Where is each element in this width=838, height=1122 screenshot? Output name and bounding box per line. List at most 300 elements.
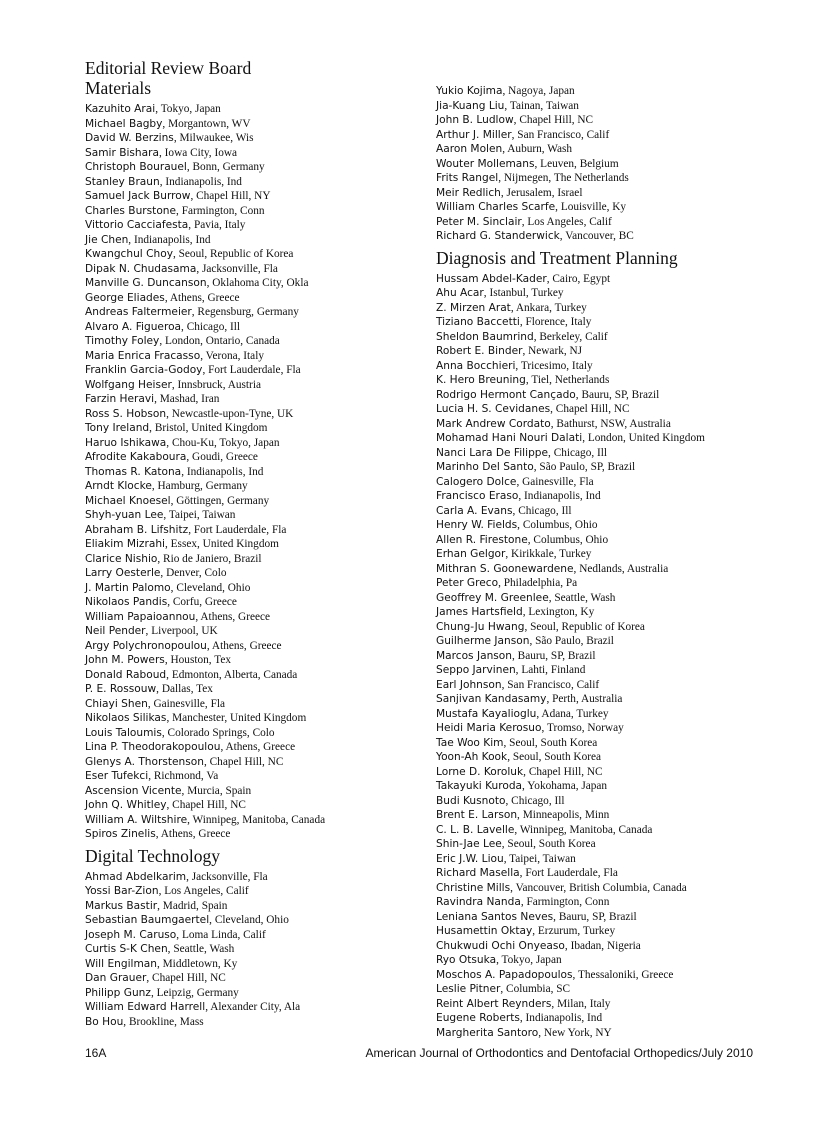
reviewer-name: Nikolaos Silikas — [85, 712, 167, 724]
reviewer-name: Samir Bishara — [85, 146, 159, 159]
reviewer-entry: Alvaro A. Figueroa, Chicago, Ill — [85, 320, 241, 333]
reviewer-entry: Ross S. Hobson, Newcastle-upon-Tyne, UK — [85, 407, 294, 420]
reviewer-name: Leniana Santos Neves — [436, 910, 554, 923]
reviewer-entry: Earl Johnson, San Francisco, Calif — [436, 678, 600, 691]
reviewer-name: Kwangchul Choy — [85, 248, 173, 260]
reviewer-name: Henry W. Fields — [436, 519, 518, 531]
reviewer-name: Chiayi Shen — [85, 697, 148, 710]
reviewer-entry: Richard Masella, Fort Lauderdale, Fla — [436, 867, 618, 879]
reviewer-location: Rio de Janiero, Brazil — [163, 552, 262, 565]
reviewer-name: Robert E. Binder — [436, 345, 523, 357]
reviewer-entry: Eugene Roberts, Indianapolis, Ind — [436, 1012, 603, 1024]
reviewer-entry: Ravindra Nanda, Farmington, Conn — [436, 896, 610, 908]
reviewer-entry: Ryo Otsuka, Tokyo, Japan — [436, 954, 562, 966]
reviewer-name: John M. Powers — [85, 654, 165, 666]
reviewer-name: Larry Oesterle — [85, 567, 161, 579]
reviewer-name: Franklin Garcia-Godoy — [85, 364, 203, 376]
reviewer-location: London, Ontario, Canada — [164, 335, 280, 347]
reviewer-name: C. L. B. Lavelle — [436, 823, 515, 836]
reviewer-location: Vancouver, BC — [565, 230, 634, 242]
reviewer-entry: William Edward Harrell, Alexander City, Ala — [85, 1001, 301, 1013]
reviewer-name: Marinho Del Santo — [436, 461, 534, 473]
reviewer-entry: Moschos A. Papadopoulos, Thessaloniki, Greece — [436, 968, 674, 981]
reviewer-name: Yossi Bar-Zion — [85, 885, 159, 897]
reviewer-entry: Erhan Gelgor, Kirikkale, Turkey — [436, 548, 592, 560]
reviewer-location: Auburn, Wash — [507, 143, 573, 155]
reviewer-location: Innsbruck, Austria — [177, 378, 261, 391]
reviewer-location: Chou-Ku, Tokyo, Japan — [171, 436, 280, 449]
reviewer-entry: Hussam Abdel-Kader, Cairo, Egypt — [436, 272, 611, 285]
reviewer-entry: Tony Ireland, Bristol, United Kingdom — [85, 422, 268, 434]
reviewer-location: Liverpool, UK — [151, 625, 218, 637]
reviewer-entry: Peter Greco, Philadelphia, Pa — [436, 577, 578, 589]
reviewer-location: Chapel Hill, NC — [209, 755, 284, 768]
reviewer-entry: Marcos Janson, Bauru, SP, Brazil — [436, 649, 596, 662]
reviewer-name: Yukio Kojima — [436, 85, 503, 97]
reviewer-name: Mark Andrew Cordato — [436, 417, 551, 430]
reviewer-entry: C. L. B. Lavelle, Winnipeg, Manitoba, Canada — [436, 823, 653, 836]
reviewer-name: Eser Tufekci — [85, 770, 149, 782]
reviewer-name: Z. Mirzen Arat — [436, 301, 511, 314]
reviewer-location: Alexander City, Ala — [210, 1001, 301, 1013]
reviewer-name: Alvaro A. Figueroa — [85, 320, 182, 333]
reviewer-location: Indianapolis, Ind — [133, 233, 211, 246]
reviewer-location: Fort Lauderdale, Fla — [208, 364, 301, 376]
reviewer-entry: Dan Grauer, Chapel Hill, NC — [85, 972, 226, 984]
reviewer-name: Ahu Acar — [436, 287, 484, 299]
reviewer-name: Peter Greco — [436, 577, 499, 589]
reviewer-name: Arthur J. Miller — [436, 128, 512, 141]
reviewer-location: New York, NY — [543, 1026, 612, 1039]
reviewer-name: Wolfgang Heiser — [85, 378, 172, 391]
reviewer-name: Christine Mills — [436, 881, 511, 894]
reviewer-entry: Meir Redlich, Jerusalem, Israel — [436, 186, 583, 199]
reviewer-location: Istanbul, Turkey — [489, 287, 564, 299]
reviewer-name: Peter M. Sinclair — [436, 215, 522, 228]
reviewer-name: Christoph Bourauel — [85, 161, 187, 173]
reviewer-name: John B. Ludlow — [436, 114, 514, 126]
reviewer-entry: K. Hero Breuning, Tiel, Netherlands — [436, 374, 610, 386]
reviewer-entry: Aaron Molen, Auburn, Wash — [436, 143, 573, 155]
reviewer-location: Bristol, United Kingdom — [154, 422, 268, 434]
reviewer-name: Tiziano Baccetti — [436, 316, 520, 328]
reviewer-location: Indianapolis, Ind — [525, 1012, 603, 1024]
reviewer-location: Essex, United Kingdom — [170, 538, 279, 550]
reviewer-entry: Andreas Faltermeier, Regensburg, Germany — [85, 306, 299, 318]
reviewer-location: Murcia, Spain — [187, 784, 252, 797]
reviewer-entry: Arthur J. Miller, San Francisco, Calif — [436, 128, 610, 141]
reviewer-location: Indianapolis, Ind — [186, 465, 264, 478]
reviewer-name: Frits Rangel — [436, 172, 499, 184]
reviewer-entry: Seppo Jarvinen, Lahti, Finland — [436, 664, 586, 676]
reviewer-entry: Jia-Kuang Liu, Tainan, Taiwan — [436, 99, 579, 112]
reviewer-location: Seattle, Wash — [554, 591, 616, 604]
reviewer-location: Jacksonville, Fla — [202, 262, 278, 275]
reviewer-name: Allen R. Firestone — [436, 533, 528, 546]
reviewer-location: Seoul, Republic of Korea — [178, 248, 294, 260]
reviewer-location: Madrid, Spain — [162, 899, 228, 912]
reviewer-location: Regensburg, Germany — [197, 306, 299, 318]
reviewer-location: Lahti, Finland — [521, 664, 586, 676]
reviewer-entry: Z. Mirzen Arat, Ankara, Turkey — [436, 301, 587, 314]
reviewer-name: Shyh-yuan Lee — [85, 509, 164, 521]
reviewer-entry: Kazuhito Arai, Tokyo, Japan — [85, 103, 221, 115]
reviewer-entry: Richard G. Standerwick, Vancouver, BC — [436, 230, 634, 242]
reviewer-location: Columbus, Ohio — [522, 519, 598, 531]
reviewer-entry: Geoffrey M. Greenlee, Seattle, Wash — [436, 591, 616, 604]
reviewer-name: Budi Kusnoto — [436, 794, 506, 807]
reviewer-location: Adana, Turkey — [541, 707, 609, 720]
reviewer-name: Meir Redlich — [436, 186, 501, 199]
reviewer-entry: John B. Ludlow, Chapel Hill, NC — [436, 114, 594, 126]
reviewer-entry: Donald Raboud, Edmonton, Alberta, Canada — [85, 668, 298, 681]
reviewer-location: Houston, Tex — [170, 654, 231, 666]
reviewer-location: Thessaloniki, Greece — [578, 968, 674, 981]
reviewer-name: Guilherme Janson — [436, 635, 530, 647]
reviewer-location: Chapel Hill, NY — [196, 190, 271, 202]
reviewer-location: Göttingen, Germany — [176, 494, 270, 507]
reviewer-location: Chapel Hill, NC — [519, 114, 594, 126]
reviewer-name: Clarice Nishio — [85, 552, 158, 565]
reviewer-location: Indianapolis, Ind — [165, 175, 242, 188]
reviewer-name: Ascension Vicente — [85, 784, 182, 797]
reviewer-name: John Q. Whitley — [85, 799, 167, 811]
reviewer-location: Nijmegen, The Netherlands — [503, 172, 629, 184]
reviewer-location: Seoul, South Korea — [509, 736, 598, 749]
reviewer-entry: Christoph Bourauel, Bonn, Germany — [85, 161, 265, 173]
reviewer-name: Ravindra Nanda — [436, 896, 521, 908]
reviewer-location: Kirikkale, Turkey — [511, 548, 592, 560]
reviewer-name: Kazuhito Arai — [85, 103, 156, 115]
reviewer-name: James Hartsfield — [436, 606, 523, 618]
reviewer-location: Taipei, Taiwan — [509, 852, 576, 865]
reviewer-name: David W. Berzins — [85, 132, 174, 144]
reviewer-entry: Ascension Vicente, Murcia, Spain — [85, 784, 252, 797]
reviewer-name: Timothy Foley — [85, 335, 160, 347]
reviewer-location: Tromso, Norway — [546, 722, 624, 734]
reviewer-name: Margherita Santoro — [436, 1026, 539, 1039]
reviewer-entry: Chung-Ju Hwang, Seoul, Republic of Korea — [436, 620, 645, 633]
section-heading-diagnosis: Diagnosis and Treatment Planning — [436, 247, 678, 268]
reviewer-location: Nagoya, Japan — [508, 85, 575, 97]
reviewer-name: Francisco Eraso — [436, 490, 519, 502]
reviewer-name: Husamettin Oktay — [436, 925, 533, 937]
reviewer-location: Los Angeles, Calif — [164, 885, 249, 897]
reviewer-entry: Ahmad Abdelkarim, Jacksonville, Fla — [85, 870, 268, 883]
reviewer-name: Ahmad Abdelkarim — [85, 870, 187, 883]
reviewer-entry: Rodrigo Hermont Cançado, Bauru, SP, Brazil — [436, 388, 660, 401]
reviewer-name: Mithran S. Goonewardene — [436, 562, 574, 575]
reviewer-name: Reint Albert Reynders — [436, 997, 552, 1010]
reviewer-name: Chung-Ju Hwang — [436, 620, 525, 633]
reviewer-location: Newark, NJ — [528, 345, 583, 357]
reviewer-entry: Clarice Nishio, Rio de Janiero, Brazil — [85, 552, 262, 565]
reviewer-name: Michael Knoesel — [85, 494, 171, 507]
reviewer-location: Jacksonville, Fla — [191, 870, 268, 883]
reviewer-name: Stanley Braun — [85, 175, 160, 188]
reviewer-name: Eugene Roberts — [436, 1012, 520, 1024]
reviewer-location: Chicago, Ill — [186, 320, 241, 333]
reviewer-location: Farmington, Conn — [526, 896, 610, 908]
reviewer-location: Jerusalem, Israel — [506, 186, 583, 199]
reviewer-entry: Sanjivan Kandasamy, Perth, Australia — [436, 693, 623, 705]
reviewer-location: Chapel Hill, NC — [172, 799, 246, 811]
reviewer-location: Dallas, Tex — [161, 683, 213, 695]
reviewer-entry: Tiziano Baccetti, Florence, Italy — [436, 316, 592, 328]
reviewer-entry: Kwangchul Choy, Seoul, Republic of Korea — [85, 248, 294, 260]
board-title: Editorial Review Board — [85, 58, 252, 78]
reviewer-entry: Argy Polychronopoulou, Athens, Greece — [85, 639, 282, 652]
reviewer-name: Moschos A. Papadopoulos — [436, 968, 573, 981]
reviewer-entry: Frits Rangel, Nijmegen, The Netherlands — [436, 172, 629, 184]
reviewer-name: Neil Pender — [85, 625, 146, 637]
reviewer-entry: Lucia H. S. Cevidanes, Chapel Hill, NC — [436, 403, 630, 415]
reviewer-name: Dipak N. Chudasama — [85, 262, 197, 275]
reviewer-entry: Lina P. Theodorakopoulou, Athens, Greece — [85, 741, 296, 753]
reviewer-name: Farzin Heravi — [85, 393, 155, 405]
digital-technology-list — [85, 869, 435, 1029]
reviewer-location: Bonn, Germany — [192, 161, 265, 173]
reviewer-entry: William A. Wiltshire, Winnipeg, Manitoba, Canada — [85, 813, 326, 826]
reviewer-entry: Peter M. Sinclair, Los Angeles, Calif — [436, 215, 612, 228]
reviewer-name: K. Hero Breuning — [436, 374, 526, 386]
reviewer-location: Athens, Greece — [200, 610, 271, 623]
reviewer-name: Ross S. Hobson — [85, 407, 167, 420]
reviewer-location: Richmond, Va — [153, 770, 219, 782]
reviewer-entry: Neil Pender, Liverpool, UK — [85, 625, 218, 637]
reviewer-location: Ankara, Turkey — [515, 301, 587, 314]
reviewer-entry: Glenys A. Thorstenson, Chapel Hill, NC — [85, 755, 284, 768]
reviewer-location: Manchester, United Kingdom — [172, 712, 307, 724]
reviewer-location: Middletown, Ky — [162, 957, 238, 970]
reviewer-name: Glenys A. Thorstenson — [85, 755, 204, 768]
reviewer-entry: Robert E. Binder, Newark, NJ — [436, 345, 583, 357]
reviewer-name: Eric J.W. Liou — [436, 852, 504, 865]
reviewer-entry: Leslie Pitner, Columbia, SC — [436, 983, 571, 995]
reviewer-entry: Joseph M. Caruso, Loma Linda, Calif — [85, 928, 266, 941]
reviewer-location: Louisville, Ky — [560, 201, 627, 213]
reviewer-location: Mashad, Iran — [159, 393, 220, 405]
reviewer-location: Bauru, SP, Brazil — [517, 649, 596, 662]
reviewer-entry: John Q. Whitley, Chapel Hill, NC — [85, 799, 246, 811]
reviewer-location: Fort Lauderdale, Fla — [525, 867, 618, 879]
reviewer-name: Mohamad Hani Nouri Dalati — [436, 432, 583, 444]
reviewer-location: Athens, Greece — [225, 741, 296, 753]
reviewer-location: Yokohama, Japan — [527, 780, 608, 792]
reviewer-location: Edmonton, Alberta, Canada — [171, 668, 298, 681]
reviewer-name: Spiros Zinelis — [85, 828, 156, 840]
reviewer-name: Maria Enrica Fracasso — [85, 349, 201, 362]
reviewer-name: Eliakim Mizrahi — [85, 538, 165, 550]
reviewer-name: Lucia H. S. Cevidanes — [436, 403, 551, 415]
reviewer-name: Sheldon Baumrind — [436, 330, 534, 343]
reviewer-entry: Eser Tufekci, Richmond, Va — [85, 770, 219, 782]
reviewer-location: Chicago, Ill — [553, 446, 608, 459]
reviewer-location: Bauru, SP, Brazil — [581, 388, 660, 401]
reviewer-entry: Guilherme Janson, São Paulo, Brazil — [436, 635, 614, 647]
reviewer-name: Calogero Dolce — [436, 475, 517, 488]
reviewer-entry: William Papaioannou, Athens, Greece — [85, 610, 271, 623]
reviewer-location: Minneapolis, Minn — [522, 809, 610, 821]
reviewer-name: Erhan Gelgor — [436, 548, 506, 560]
reviewer-location: Nedlands, Australia — [579, 562, 669, 575]
reviewer-location: Chicago, Ill — [518, 504, 572, 517]
reviewer-name: Jie Chen — [85, 233, 129, 246]
reviewer-location: Morgantown, WV — [168, 117, 251, 130]
reviewer-name: Brent E. Larson — [436, 809, 518, 821]
reviewer-location: Chicago, Ill — [511, 794, 565, 807]
reviewer-location: Vancouver, British Columbia, Canada — [515, 881, 687, 894]
reviewer-name: J. Martin Palomo — [85, 581, 171, 594]
reviewer-location: Milwaukee, Wis — [179, 132, 254, 144]
reviewer-entry: Haruo Ishikawa, Chou-Ku, Tokyo, Japan — [85, 436, 280, 449]
reviewer-name: Seppo Jarvinen — [436, 664, 516, 676]
reviewer-entry: David W. Berzins, Milwaukee, Wis — [85, 132, 254, 144]
reviewer-name: William Edward Harrell — [85, 1001, 206, 1013]
reviewer-location: Philadelphia, Pa — [503, 577, 578, 589]
reviewer-name: Argy Polychronopoulou — [85, 639, 207, 652]
reviewer-entry: Michael Bagby, Morgantown, WV — [85, 117, 251, 130]
reviewer-location: Tricesimo, Italy — [520, 359, 593, 372]
reviewer-location: Tokyo, Japan — [160, 103, 221, 115]
reviewer-location: Tiel, Netherlands — [531, 374, 610, 386]
reviewer-location: Lexington, Ky — [528, 606, 595, 618]
reviewer-name: Donald Raboud — [85, 668, 167, 681]
reviewer-location: Cleveland, Ohio — [214, 914, 289, 926]
reviewer-entry: Timothy Foley, London, Ontario, Canada — [85, 335, 280, 347]
reviewer-name: Lorne D. Koroluk — [436, 765, 524, 778]
reviewer-entry: Marinho Del Santo, São Paulo, SP, Brazil — [436, 461, 636, 473]
reviewer-entry: Chukwudi Ochi Onyeaso, Ibadan, Nigeria — [436, 939, 641, 952]
reviewer-name: Louis Taloumis — [85, 726, 162, 739]
reviewer-name: Nanci Lara De Filippe — [436, 446, 549, 459]
reviewer-name: Earl Johnson — [436, 678, 502, 691]
reviewer-location: Pavia, Italy — [193, 219, 246, 231]
right-column — [436, 83, 786, 1039]
reviewer-location: Winnipeg, Manitoba, Canada — [519, 823, 653, 836]
reviewer-name: Richard G. Standerwick — [436, 230, 560, 242]
reviewer-name: Thomas R. Katona — [85, 465, 182, 478]
reviewer-entry: Nanci Lara De Filippe, Chicago, Ill — [436, 446, 608, 459]
reviewer-name: Sanjivan Kandasamy — [436, 693, 547, 705]
reviewer-entry: Maria Enrica Fracasso, Verona, Italy — [85, 349, 264, 362]
reviewer-entry: John M. Powers, Houston, Tex — [85, 654, 231, 666]
reviewer-entry: Reint Albert Reynders, Milan, Italy — [436, 997, 611, 1010]
reviewer-entry: Will Engilman, Middletown, Ky — [85, 957, 238, 970]
reviewer-entry: Calogero Dolce, Gainesville, Fla — [436, 475, 594, 488]
reviewer-location: Columbus, Ohio — [533, 533, 609, 546]
reviewer-location: Florence, Italy — [525, 316, 592, 328]
section-heading-materials: Materials — [85, 78, 152, 98]
reviewer-name: Abraham B. Lifshitz — [85, 523, 189, 536]
reviewer-name: Tae Woo Kim — [436, 736, 504, 749]
reviewer-name: Joseph M. Caruso — [85, 928, 177, 941]
reviewer-name: Chukwudi Ochi Onyeaso — [436, 939, 565, 952]
reviewer-name: Aaron Molen — [436, 143, 503, 155]
reviewer-name: Sebastian Baumgaertel — [85, 914, 210, 926]
reviewer-location: Cairo, Egypt — [552, 272, 611, 285]
reviewer-location: Ibadan, Nigeria — [570, 939, 641, 952]
reviewer-entry: Shin-Jae Lee, Seoul, South Korea — [436, 838, 596, 850]
reviewer-location: Athens, Greece — [160, 828, 231, 840]
reviewer-name: Philipp Gunz — [85, 986, 151, 999]
reviewer-location: Gainesville, Fla — [153, 697, 226, 710]
reviewer-location: Seoul, South Korea — [507, 838, 596, 850]
reviewer-location: Oklahoma City, Okla — [212, 277, 309, 289]
reviewer-name: P. E. Rossouw — [85, 683, 157, 695]
reviewer-name: Yoon-Ah Kook — [436, 751, 508, 763]
reviewer-name: Carla A. Evans — [436, 504, 513, 517]
reviewer-name: Manville G. Duncanson — [85, 277, 207, 289]
reviewer-name: Wouter Mollemans — [436, 157, 535, 170]
reviewer-location: Tokyo, Japan — [501, 954, 562, 966]
reviewer-location: Colorado Springs, Colo — [167, 726, 275, 739]
reviewer-entry: Afrodite Kakaboura, Goudi, Greece — [85, 451, 258, 463]
reviewer-entry: Allen R. Firestone, Columbus, Ohio — [436, 533, 609, 546]
reviewer-name: Takayuki Kuroda — [436, 780, 523, 792]
reviewer-entry: Samir Bishara, Iowa City, Iowa — [85, 146, 238, 159]
reviewer-location: Bauru, SP, Brazil — [558, 910, 637, 923]
reviewer-name: Jia-Kuang Liu — [436, 99, 505, 112]
reviewer-entry: Eliakim Mizrahi, Essex, United Kingdom — [85, 538, 279, 550]
reviewer-name: Michael Bagby — [85, 117, 163, 130]
reviewer-location: Goudi, Greece — [192, 451, 258, 463]
reviewer-location: Indianapolis, Ind — [524, 490, 601, 502]
reviewer-location: Hamburg, Germany — [157, 480, 248, 492]
reviewer-name: Heidi Maria Kerosuo — [436, 722, 542, 734]
reviewer-name: Afrodite Kakaboura — [85, 451, 187, 463]
reviewer-entry: Mark Andrew Cordato, Bathurst, NSW, Australia — [436, 417, 671, 430]
reviewer-name: Andreas Faltermeier — [85, 306, 192, 318]
reviewer-location: Newcastle-upon-Tyne, UK — [171, 407, 294, 420]
reviewer-location: Verona, Italy — [205, 349, 264, 362]
reviewer-entry: William Charles Scarfe, Louisville, Ky — [436, 201, 627, 213]
page-number: 16A — [85, 1046, 107, 1060]
reviewer-location: Iowa City, Iowa — [164, 146, 238, 159]
section-heading-digital-technology: Digital Technology — [85, 845, 221, 866]
reviewer-name: Samuel Jack Burrow — [85, 190, 191, 202]
reviewer-entry: Wolfgang Heiser, Innsbruck, Austria — [85, 378, 261, 391]
diagnosis-list — [436, 271, 786, 1040]
reviewer-entry: Mustafa Kayalioglu, Adana, Turkey — [436, 707, 609, 720]
reviewer-location: San Francisco, Calif — [507, 678, 600, 691]
reviewer-entry: Anna Bocchieri, Tricesimo, Italy — [436, 359, 593, 372]
reviewer-location: Los Angeles, Calif — [527, 215, 612, 228]
reviewer-name: William Charles Scarfe — [436, 201, 556, 213]
reviewer-entry: Shyh-yuan Lee, Taipei, Taiwan — [85, 509, 236, 521]
reviewer-location: Erzurum, Turkey — [537, 925, 616, 937]
reviewer-name: William A. Wiltshire — [85, 813, 188, 826]
reviewer-name: Bo Hou — [85, 1015, 124, 1028]
reviewer-entry: Abraham B. Lifshitz, Fort Lauderdale, Fla — [85, 523, 287, 536]
reviewer-entry: Leniana Santos Neves, Bauru, SP, Brazil — [436, 910, 637, 923]
reviewer-entry: Stanley Braun, Indianapolis, Ind — [85, 175, 242, 188]
reviewer-name: Tony Ireland — [85, 422, 150, 434]
reviewer-location: Leuven, Belgium — [540, 157, 619, 170]
reviewer-entry: Dipak N. Chudasama, Jacksonville, Fla — [85, 262, 278, 275]
reviewer-location: London, United Kingdom — [587, 432, 705, 444]
reviewer-entry: Larry Oesterle, Denver, Colo — [85, 567, 227, 579]
reviewer-name: Richard Masella — [436, 867, 520, 879]
reviewer-location: Fort Lauderdale, Fla — [193, 523, 287, 536]
reviewer-name: Will Engilman — [85, 957, 157, 970]
reviewer-entry: Lorne D. Koroluk, Chapel Hill, NC — [436, 765, 603, 778]
reviewer-entry: Charles Burstone, Farmington, Conn — [85, 204, 265, 217]
reviewer-location: Taipei, Taiwan — [168, 509, 236, 521]
reviewer-entry: Thomas R. Katona, Indianapolis, Ind — [85, 465, 264, 478]
reviewer-location: Columbia, SC — [506, 983, 571, 995]
reviewer-name: Charles Burstone — [85, 204, 177, 217]
